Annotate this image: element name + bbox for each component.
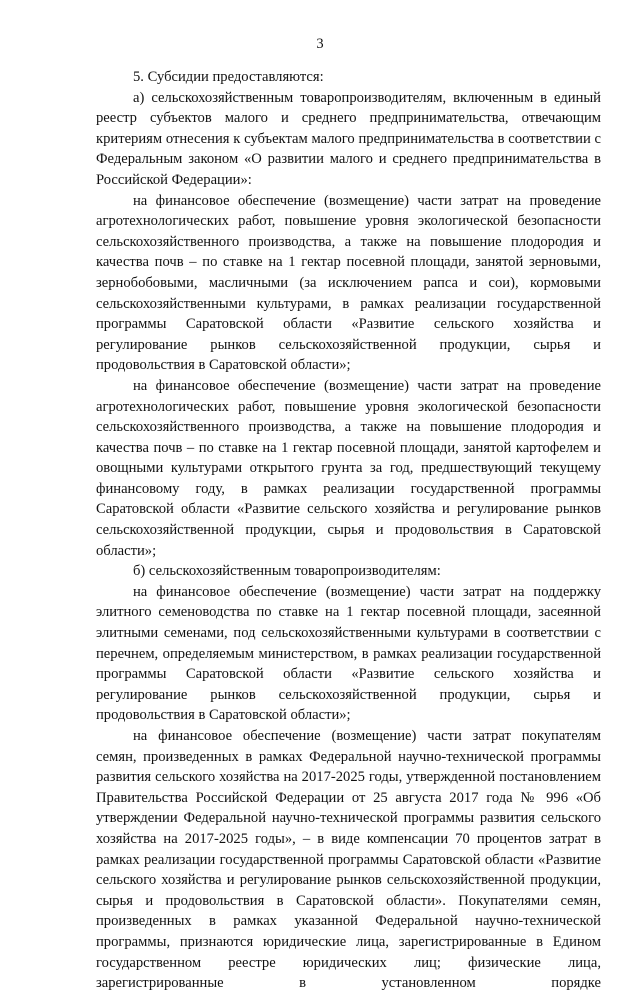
- paragraph-item-a: а) сельскохозяйственным товаропроизводителям, включенным в единый реестр субъектов малого и среднего предпринимательства, отвечающим критериям отнесения к субъектам малого предпринимательства в соответствии с Федеральным законом «О развитии малого и среднего предпринимательства в Российской Федерации»:: [96, 89, 601, 188]
- page-number: 3: [316, 36, 324, 52]
- paragraph-a-grain-crops: на финансовое обеспечение (возмещение) части затрат на проведение агротехнологических работ, повышение уровня экологической безопасности сельскохозяйственного производства, а также на повышение плодородия и качества почв – по ставке на 1 гектар посевной площади, занятой зерновыми, зернобобовыми, масличными (за исключением рапса и сои), кормовыми сельскохозяйственными культурами, в рамках реализации государственной программы Саратовской области «Развитие сельского хозяйства и регулирование рынков сельскохозяйственной продукции, сырья и продовольствия в Саратовской области»;: [96, 192, 601, 374]
- paragraph-b-seed-buyers: на финансовое обеспечение (возмещение) части затрат покупателям семян, произведенных в рамках Федеральной научно-технической программы развития сельского хозяйства на 2017-2025 годы, утвержденной постановлением Правительства Российской Федерации от 25 августа 2017 года № 996 «Об утверждении Федеральной научно-технической программы развития сельского хозяйства на 2017-2025 годы», – в виде компенсации 70 процентов затрат в рамках реализации государственной программы Саратовской области «Развитие сельского хозяйства и регулирование рынков сельскохозяйственной продукции, сырья и продовольствия в Саратовской области». Покупателями семян, произведенных в рамках указанной Федеральной научно-технической программы, признаются юридические лица, зарегистрированные в Едином государственном реестре юридических лиц; физические лица, зарегистрированные в установленном порядке: [96, 728, 601, 992]
- document-body: [96, 67, 601, 994]
- paragraph-item-b: б) сельскохозяйственным товаропроизводителям:: [133, 563, 441, 580]
- paragraph-b-elite-seeds: на финансовое обеспечение (возмещение) части затрат на поддержку элитного семеноводства по ставке на 1 гектар посевной площади, засеянной элитными семенами, под сельскохозяйственными культурами в соответствии с перечнем, определяемым министерством, в рамках реализации государственной программы Саратовской области «Развитие сельского хозяйства и регулирование рынков сельскохозяйственной продукции, сырья и продовольствия в Саратовской области»;: [96, 583, 601, 724]
- paragraph-a-potatoes-vegetables: на финансовое обеспечение (возмещение) части затрат на проведение агротехнологических работ, повышение уровня экологической безопасности сельскохозяйственного производства, а также на повышение плодородия и качества почв – по ставке на 1 гектар посевной площади, занятой картофелем и овощными культурами открытого грунта за год, предшествующий текущему финансовому году, в рамках реализации государственной программы Саратовской области «Развитие сельского хозяйства и регулирование рынков сельскохозяйственной продукции, сырья и продовольствия в Саратовской области»;: [96, 377, 601, 559]
- paragraph-subsidies-heading: 5. Субсидии предоставляются:: [133, 69, 324, 85]
